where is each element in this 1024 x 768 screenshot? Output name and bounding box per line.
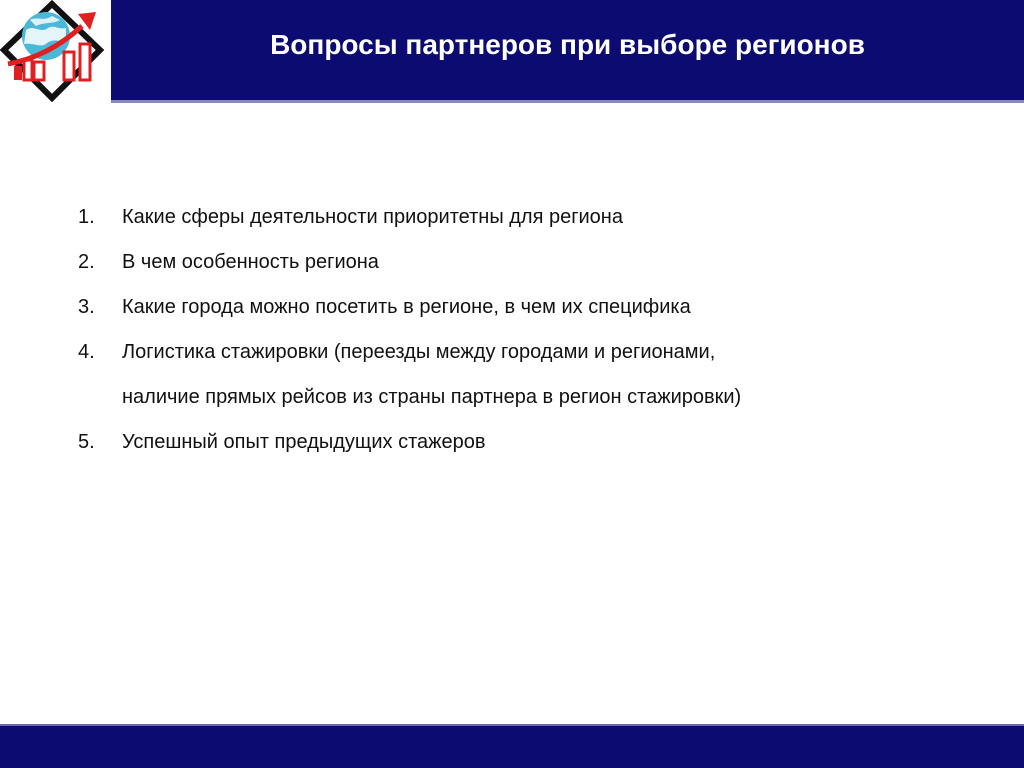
logo (0, 0, 111, 103)
globe-chart-logo-icon (0, 0, 111, 103)
list-item (78, 285, 978, 330)
list-item-line: Какие сферы деятельности приоритетны для региона (122, 206, 623, 228)
list-item (78, 330, 978, 420)
list-item-line: наличие прямых рейсов из страны партнера в регион стажировки) (122, 386, 742, 408)
questions-list (78, 195, 978, 465)
list-item-line: Какие города можно посетить в регионе, в чем их специфика (122, 296, 691, 318)
list-item-text (122, 195, 978, 240)
list-item-line: Логистика стажировки (переезды между городами и регионами, (122, 341, 716, 363)
slide-title: Вопросы партнеров при выборе регионов (270, 29, 865, 60)
list-item-text (122, 240, 978, 285)
list-item-text (122, 420, 978, 465)
list-item-number: 5. (78, 431, 95, 453)
list-item-number: 4. (78, 341, 95, 363)
list-item-number: 1. (78, 206, 95, 228)
list-item (78, 195, 978, 240)
list-item-text (122, 330, 978, 420)
list-item (78, 240, 978, 285)
list-item-line: Успешный опыт предыдущих стажеров (122, 431, 486, 453)
list-item-number: 2. (78, 251, 95, 273)
list-item-number: 3. (78, 296, 95, 318)
list-item-text (122, 285, 978, 330)
header-divider (111, 100, 1024, 103)
list-item-line: В чем особенность региона (122, 251, 379, 273)
list-item (78, 420, 978, 465)
footer-bar (0, 724, 1024, 768)
